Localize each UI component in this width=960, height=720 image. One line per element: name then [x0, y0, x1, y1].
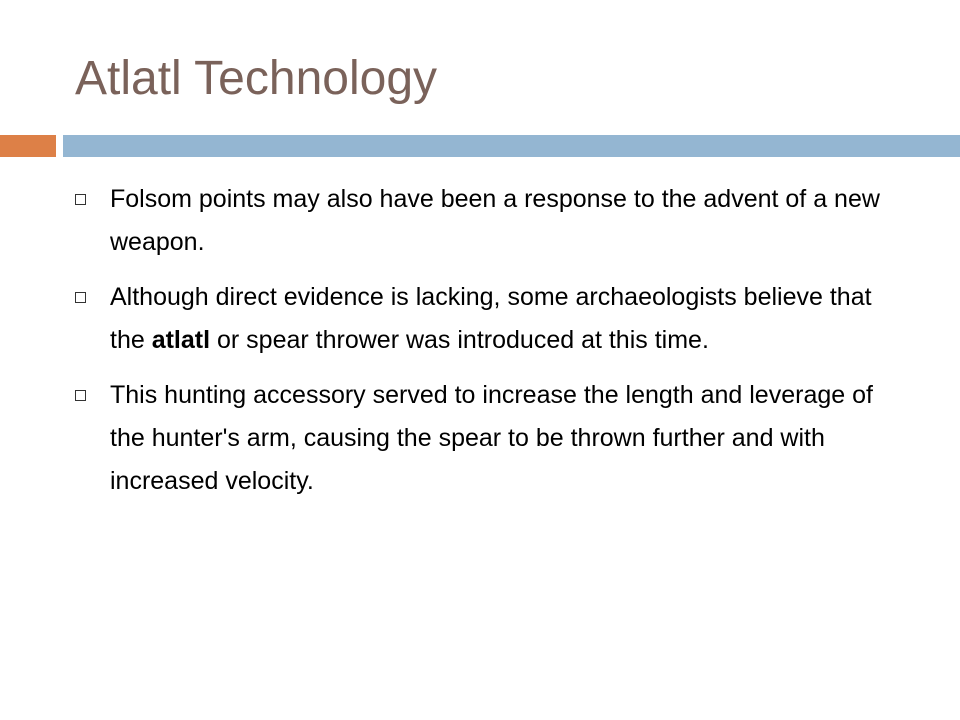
bullet-list: [75, 178, 895, 515]
accent-bar-right: [63, 135, 960, 157]
hollow-square-icon: [75, 292, 86, 303]
bullet-text-part: Folsom points may also have been a response to the advent of a new weapon.: [110, 185, 880, 256]
hollow-square-icon: [75, 390, 86, 401]
slide-title: Atlatl Technology: [75, 52, 438, 105]
accent-bar-left: [0, 135, 56, 157]
bullet-text-part: This hunting accessory served to increase the length and leverage of the hunter's arm, causing the spear to be thrown further and with increased velocity.: [110, 381, 873, 495]
bullet-item: [75, 374, 895, 503]
bullet-text-part: or spear thrower was introduced at this time.: [210, 326, 709, 354]
bullet-item: [75, 276, 895, 362]
bullet-item: [75, 178, 895, 264]
bullet-emphasis: atlatl: [151, 326, 211, 354]
bullet-text-part: Although direct evidence is lacking, some archaeologists believe that the: [110, 283, 872, 354]
bullet-text: [110, 185, 880, 256]
hollow-square-icon: [75, 194, 86, 205]
bullet-text: [110, 381, 873, 495]
bullet-text: [110, 283, 872, 354]
